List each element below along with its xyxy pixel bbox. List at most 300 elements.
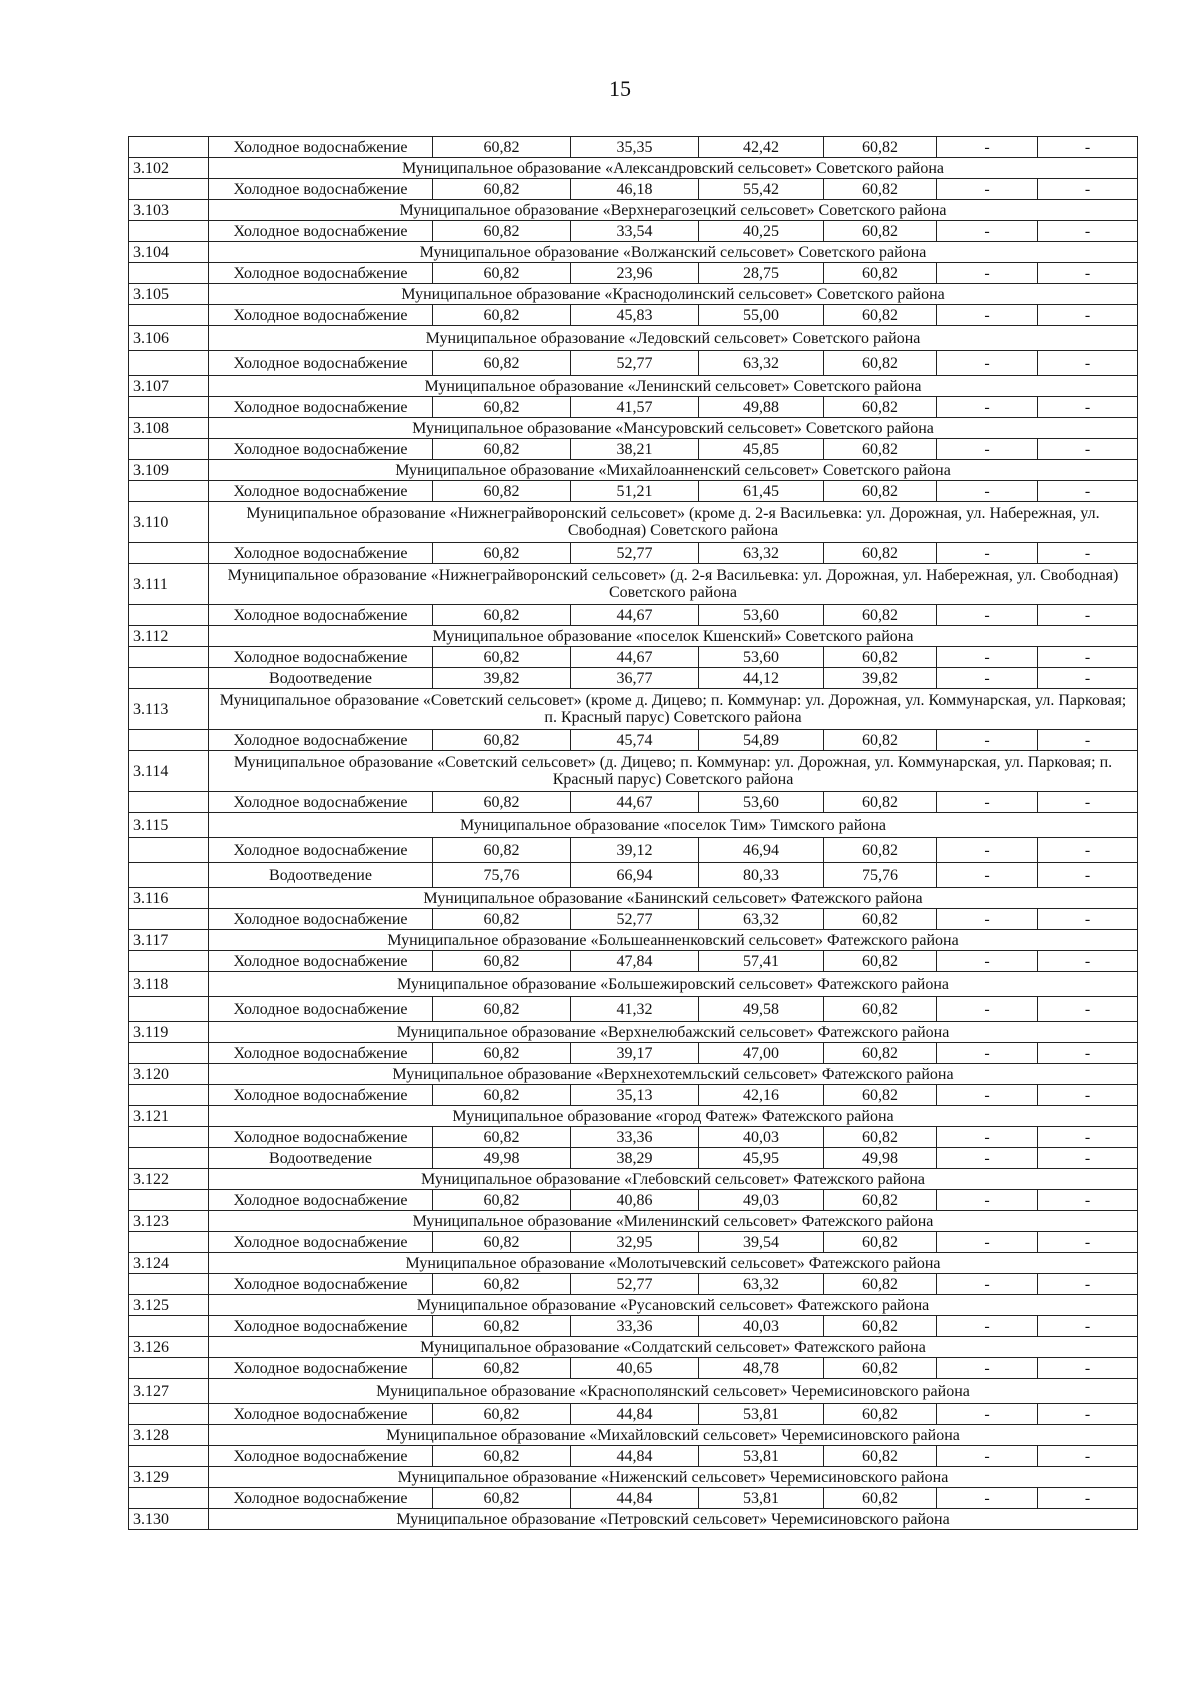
section-number: 3.105 [129, 284, 209, 305]
dash-cell: - [937, 1190, 1038, 1211]
service-name: Холодное водоснабжение [209, 792, 433, 813]
tariff-value: 60,82 [824, 1358, 937, 1379]
service-name: Холодное водоснабжение [209, 605, 433, 626]
service-row [129, 1043, 1138, 1064]
service-row [129, 137, 1138, 158]
service-row [129, 668, 1138, 689]
page-number: 15 [609, 76, 631, 101]
tariff-value: 45,85 [699, 439, 824, 460]
dash-cell: - [937, 1043, 1038, 1064]
tariff-value: 60,82 [433, 1274, 571, 1295]
dash-cell: - [937, 543, 1038, 564]
dash-cell: - [937, 1488, 1038, 1509]
municipality-title: Муниципальное образование «поселок Тим» Тимского района [209, 813, 1138, 838]
dash-cell: - [1038, 1488, 1138, 1509]
section-number: 3.104 [129, 242, 209, 263]
tariff-value: 63,32 [699, 909, 824, 930]
tariff-value: 60,82 [433, 997, 571, 1022]
tariff-value: 63,32 [699, 1274, 824, 1295]
municipality-title: Муниципальное образование «Советский сельсовет» (д. Дицево; п. Коммунар: ул. Дорожная, ул. Коммунарская, ул. Парковая; п. Красный парус) Советского района [209, 751, 1138, 792]
section-number: 3.114 [129, 751, 209, 792]
tariff-value: 44,84 [571, 1446, 699, 1467]
dash-cell: - [937, 221, 1038, 242]
dash-cell: - [937, 1127, 1038, 1148]
service-name: Холодное водоснабжение [209, 997, 433, 1022]
tariff-value: 33,36 [571, 1127, 699, 1148]
dash-cell: - [937, 1358, 1038, 1379]
service-name: Холодное водоснабжение [209, 1127, 433, 1148]
tariff-value: 60,82 [433, 397, 571, 418]
tariff-value: 42,16 [699, 1085, 824, 1106]
tariff-value: 53,81 [699, 1404, 824, 1425]
tariff-value: 60,82 [824, 439, 937, 460]
tariff-value: 60,82 [433, 179, 571, 200]
municipality-row [129, 1509, 1138, 1530]
service-row [129, 439, 1138, 460]
tariff-value: 53,60 [699, 792, 824, 813]
tariff-value: 60,82 [824, 221, 937, 242]
municipality-row [129, 564, 1138, 605]
tariff-value: 47,00 [699, 1043, 824, 1064]
tariff-value: 53,81 [699, 1446, 824, 1467]
dash-cell: - [937, 605, 1038, 626]
municipality-title: Муниципальное образование «Молотычевский сельсовет» Фатежского района [209, 1253, 1138, 1274]
service-row [129, 1085, 1138, 1106]
tariff-value: 60,82 [824, 730, 937, 751]
tariff-value: 38,29 [571, 1148, 699, 1169]
section-number: 3.127 [129, 1379, 209, 1404]
tariff-value: 49,98 [824, 1148, 937, 1169]
municipality-title: Муниципальное образование «Петровский сельсовет» Черемисиновского района [209, 1509, 1138, 1530]
service-name: Холодное водоснабжение [209, 351, 433, 376]
tariff-value: 60,82 [824, 1190, 937, 1211]
tariff-value: 36,77 [571, 668, 699, 689]
row-number-cell [129, 1148, 209, 1169]
section-number: 3.125 [129, 1295, 209, 1316]
tariff-value: 44,67 [571, 605, 699, 626]
municipality-row [129, 1064, 1138, 1085]
tariff-value: 60,82 [433, 730, 571, 751]
dash-cell: - [1038, 397, 1138, 418]
municipality-title: Муниципальное образование «Нижнеграйворонский сельсовет» (кроме д. 2-я Васильевка: ул. Дорожная, ул. Набережная, ул. Свободная) Советского района [209, 502, 1138, 543]
tariff-value: 38,21 [571, 439, 699, 460]
tariff-value: 52,77 [571, 543, 699, 564]
tariff-value: 60,82 [433, 838, 571, 863]
tariff-value: 52,77 [571, 1274, 699, 1295]
dash-cell: - [937, 647, 1038, 668]
tariff-value: 60,82 [433, 1488, 571, 1509]
section-number: 3.116 [129, 888, 209, 909]
tariff-value: 44,67 [571, 647, 699, 668]
tariff-value: 44,67 [571, 792, 699, 813]
tariff-value: 35,35 [571, 137, 699, 158]
tariff-value: 60,82 [433, 647, 571, 668]
tariff-value: 63,32 [699, 351, 824, 376]
municipality-title: Муниципальное образование «Русановский сельсовет» Фатежского района [209, 1295, 1138, 1316]
tariff-value: 60,82 [824, 305, 937, 326]
municipality-row [129, 158, 1138, 179]
dash-cell: - [937, 1085, 1038, 1106]
dash-cell: - [937, 1446, 1038, 1467]
dash-cell: - [1038, 221, 1138, 242]
municipality-row [129, 460, 1138, 481]
service-row [129, 397, 1138, 418]
dash-cell: - [937, 1148, 1038, 1169]
tariff-value: 60,82 [824, 792, 937, 813]
dash-cell: - [1038, 1190, 1138, 1211]
tariff-value: 46,18 [571, 179, 699, 200]
municipality-title: Муниципальное образование «Верхнехотемльский сельсовет» Фатежского района [209, 1064, 1138, 1085]
section-number: 3.102 [129, 158, 209, 179]
service-row [129, 1358, 1138, 1379]
tariff-value: 52,77 [571, 909, 699, 930]
service-row [129, 351, 1138, 376]
tariff-value: 44,84 [571, 1488, 699, 1509]
tariff-value: 33,36 [571, 1316, 699, 1337]
dash-cell: - [937, 351, 1038, 376]
service-row [129, 1190, 1138, 1211]
dash-cell: - [937, 263, 1038, 284]
municipality-row [129, 1253, 1138, 1274]
municipality-title: Муниципальное образование «поселок Кшенский» Советского района [209, 626, 1138, 647]
tariff-value: 60,82 [824, 605, 937, 626]
dash-cell: - [937, 863, 1038, 888]
tariff-value: 60,82 [433, 1085, 571, 1106]
dash-cell: - [937, 137, 1038, 158]
dash-cell: - [937, 909, 1038, 930]
row-number-cell [129, 263, 209, 284]
tariff-value: 60,82 [433, 439, 571, 460]
municipality-title: Муниципальное образование «Солдатский сельсовет» Фатежского района [209, 1337, 1138, 1358]
row-number-cell [129, 838, 209, 863]
tariff-value: 60,82 [433, 1127, 571, 1148]
section-number: 3.121 [129, 1106, 209, 1127]
row-number-cell [129, 1274, 209, 1295]
tariff-value: 60,82 [824, 997, 937, 1022]
tariff-value: 61,45 [699, 481, 824, 502]
municipality-title: Муниципальное образование «Михайловский сельсовет» Черемисиновского района [209, 1425, 1138, 1446]
row-number-cell [129, 1043, 209, 1064]
tariff-value: 40,86 [571, 1190, 699, 1211]
service-name: Холодное водоснабжение [209, 909, 433, 930]
municipality-title: Муниципальное образование «Большеанненковский сельсовет» Фатежского района [209, 930, 1138, 951]
dash-cell: - [1038, 305, 1138, 326]
service-row [129, 1127, 1138, 1148]
row-number-cell [129, 1446, 209, 1467]
dash-cell: - [937, 997, 1038, 1022]
service-name: Холодное водоснабжение [209, 951, 433, 972]
row-number-cell [129, 909, 209, 930]
row-number-cell [129, 997, 209, 1022]
municipality-title: Муниципальное образование «Ленинский сельсовет» Советского района [209, 376, 1138, 397]
row-number-cell [129, 397, 209, 418]
tariff-value: 53,81 [699, 1488, 824, 1509]
dash-cell: - [937, 838, 1038, 863]
tariff-value: 60,82 [824, 838, 937, 863]
row-number-cell [129, 1085, 209, 1106]
dash-cell: - [1038, 1358, 1138, 1379]
tariff-value: 60,82 [824, 1085, 937, 1106]
tariff-value: 60,82 [433, 605, 571, 626]
tariff-value: 55,00 [699, 305, 824, 326]
tariff-value: 45,74 [571, 730, 699, 751]
dash-cell: - [937, 305, 1038, 326]
dash-cell: - [937, 792, 1038, 813]
row-number-cell [129, 730, 209, 751]
section-number: 3.110 [129, 502, 209, 543]
tariff-value: 63,32 [699, 543, 824, 564]
municipality-row [129, 242, 1138, 263]
section-number: 3.130 [129, 1509, 209, 1530]
tariff-value: 49,98 [433, 1148, 571, 1169]
tariff-value: 53,60 [699, 605, 824, 626]
tariff-value: 60,82 [433, 1316, 571, 1337]
service-row [129, 305, 1138, 326]
row-number-cell [129, 647, 209, 668]
tariff-value: 39,54 [699, 1232, 824, 1253]
tariff-value: 39,82 [824, 668, 937, 689]
municipality-title: Муниципальное образование «Верхнерагозецкий сельсовет» Советского района [209, 200, 1138, 221]
tariff-value: 39,12 [571, 838, 699, 863]
tariff-value: 60,82 [433, 481, 571, 502]
tariff-value: 28,75 [699, 263, 824, 284]
service-name: Холодное водоснабжение [209, 179, 433, 200]
section-number: 3.103 [129, 200, 209, 221]
tariff-value: 60,82 [433, 1404, 571, 1425]
tariff-value: 60,82 [433, 137, 571, 158]
dash-cell: - [1038, 838, 1138, 863]
dash-cell: - [1038, 1274, 1138, 1295]
row-number-cell [129, 605, 209, 626]
tariff-value: 60,82 [824, 263, 937, 284]
municipality-row [129, 418, 1138, 439]
service-row [129, 997, 1138, 1022]
municipality-title: Муниципальное образование «Ледовский сельсовет» Советского района [209, 326, 1138, 351]
section-number: 3.129 [129, 1467, 209, 1488]
municipality-row [129, 284, 1138, 305]
service-row [129, 1148, 1138, 1169]
municipality-row [129, 972, 1138, 997]
row-number-cell [129, 1358, 209, 1379]
tariff-value: 49,03 [699, 1190, 824, 1211]
tariff-value: 80,33 [699, 863, 824, 888]
service-name: Холодное водоснабжение [209, 397, 433, 418]
section-number: 3.112 [129, 626, 209, 647]
service-row [129, 1446, 1138, 1467]
tariff-value: 48,78 [699, 1358, 824, 1379]
section-number: 3.119 [129, 1022, 209, 1043]
tariff-value: 60,82 [824, 1274, 937, 1295]
dash-cell: - [1038, 263, 1138, 284]
service-name: Холодное водоснабжение [209, 221, 433, 242]
tariff-value: 60,82 [433, 792, 571, 813]
row-number-cell [129, 668, 209, 689]
service-row [129, 221, 1138, 242]
service-name: Холодное водоснабжение [209, 1446, 433, 1467]
dash-cell: - [1038, 137, 1138, 158]
municipality-title: Муниципальное образование «Советский сельсовет» (кроме д. Дицево; п. Коммунар: ул. Дорожная, ул. Коммунарская, ул. Парковая; п. Красный парус) Советского района [209, 689, 1138, 730]
service-row [129, 863, 1138, 888]
municipality-title: Муниципальное образование «Большежировский сельсовет» Фатежского района [209, 972, 1138, 997]
municipality-row [129, 326, 1138, 351]
service-name: Холодное водоснабжение [209, 1043, 433, 1064]
tariff-value: 60,82 [824, 1127, 937, 1148]
section-number: 3.126 [129, 1337, 209, 1358]
service-name: Холодное водоснабжение [209, 137, 433, 158]
dash-cell: - [937, 730, 1038, 751]
dash-cell: - [937, 1274, 1038, 1295]
service-row [129, 481, 1138, 502]
section-number: 3.108 [129, 418, 209, 439]
tariff-value: 40,03 [699, 1316, 824, 1337]
tariff-value: 60,82 [433, 263, 571, 284]
row-number-cell [129, 351, 209, 376]
row-number-cell [129, 1488, 209, 1509]
service-name: Холодное водоснабжение [209, 439, 433, 460]
section-number: 3.115 [129, 813, 209, 838]
service-name: Водоотведение [209, 863, 433, 888]
service-name: Холодное водоснабжение [209, 1358, 433, 1379]
service-row [129, 1488, 1138, 1509]
municipality-row [129, 626, 1138, 647]
municipality-row [129, 200, 1138, 221]
tariff-value: 60,82 [824, 1488, 937, 1509]
section-number: 3.123 [129, 1211, 209, 1232]
tariff-value: 60,82 [824, 909, 937, 930]
tariff-value: 60,82 [824, 351, 937, 376]
municipality-row [129, 1337, 1138, 1358]
tariff-value: 39,17 [571, 1043, 699, 1064]
service-name: Холодное водоснабжение [209, 1488, 433, 1509]
dash-cell: - [1038, 997, 1138, 1022]
section-number: 3.113 [129, 689, 209, 730]
section-number: 3.109 [129, 460, 209, 481]
tariff-value: 23,96 [571, 263, 699, 284]
tariff-value: 60,82 [433, 543, 571, 564]
municipality-title: Муниципальное образование «Верхнелюбажский сельсовет» Фатежского района [209, 1022, 1138, 1043]
tariff-value: 60,82 [824, 1316, 937, 1337]
dash-cell: - [1038, 1316, 1138, 1337]
service-name: Холодное водоснабжение [209, 1274, 433, 1295]
tariff-value: 32,95 [571, 1232, 699, 1253]
tariff-value: 47,84 [571, 951, 699, 972]
tariff-value: 75,76 [824, 863, 937, 888]
row-number-cell [129, 1404, 209, 1425]
row-number-cell [129, 1316, 209, 1337]
tariff-value: 60,82 [824, 137, 937, 158]
row-number-cell [129, 1232, 209, 1253]
service-name: Холодное водоснабжение [209, 1085, 433, 1106]
municipality-row [129, 1169, 1138, 1190]
service-name: Холодное водоснабжение [209, 543, 433, 564]
tariff-value: 35,13 [571, 1085, 699, 1106]
tariff-value: 60,82 [433, 351, 571, 376]
tariff-table-body [129, 137, 1138, 1530]
municipality-row [129, 1425, 1138, 1446]
service-name: Водоотведение [209, 1148, 433, 1169]
tariff-value: 52,77 [571, 351, 699, 376]
section-number: 3.111 [129, 564, 209, 605]
tariff-value: 60,82 [433, 1232, 571, 1253]
tariff-value: 40,65 [571, 1358, 699, 1379]
dash-cell: - [1038, 1232, 1138, 1253]
service-row [129, 951, 1138, 972]
section-number: 3.128 [129, 1425, 209, 1446]
row-number-cell [129, 439, 209, 460]
tariff-table [128, 136, 1138, 1530]
tariff-value: 54,89 [699, 730, 824, 751]
dash-cell: - [1038, 481, 1138, 502]
municipality-title: Муниципальное образование «Мансуровский сельсовет» Советского района [209, 418, 1138, 439]
tariff-value: 33,54 [571, 221, 699, 242]
municipality-title: Муниципальное образование «Глебовский сельсовет» Фатежского района [209, 1169, 1138, 1190]
section-number: 3.118 [129, 972, 209, 997]
municipality-row [129, 502, 1138, 543]
dash-cell: - [937, 1316, 1038, 1337]
municipality-row [129, 888, 1138, 909]
dash-cell: - [1038, 792, 1138, 813]
tariff-value: 60,82 [824, 543, 937, 564]
tariff-value: 44,84 [571, 1404, 699, 1425]
dash-cell: - [937, 397, 1038, 418]
tariff-value: 39,82 [433, 668, 571, 689]
service-row [129, 543, 1138, 564]
tariff-value: 49,88 [699, 397, 824, 418]
service-row [129, 647, 1138, 668]
municipality-row [129, 376, 1138, 397]
municipality-title: Муниципальное образование «город Фатеж» Фатежского района [209, 1106, 1138, 1127]
service-row [129, 1274, 1138, 1295]
dash-cell: - [937, 439, 1038, 460]
row-number-cell [129, 179, 209, 200]
section-number: 3.122 [129, 1169, 209, 1190]
service-name: Холодное водоснабжение [209, 1404, 433, 1425]
tariff-value: 60,82 [433, 1190, 571, 1211]
service-row [129, 1316, 1138, 1337]
dash-cell: - [937, 1232, 1038, 1253]
tariff-value: 60,82 [433, 1043, 571, 1064]
tariff-value: 57,41 [699, 951, 824, 972]
service-row [129, 909, 1138, 930]
row-number-cell [129, 951, 209, 972]
tariff-value: 60,82 [824, 179, 937, 200]
tariff-value: 41,32 [571, 997, 699, 1022]
service-name: Холодное водоснабжение [209, 481, 433, 502]
service-row [129, 730, 1138, 751]
row-number-cell [129, 1127, 209, 1148]
municipality-row [129, 1106, 1138, 1127]
tariff-value: 42,42 [699, 137, 824, 158]
dash-cell: - [1038, 179, 1138, 200]
row-number-cell [129, 1190, 209, 1211]
tariff-value: 53,60 [699, 647, 824, 668]
dash-cell: - [937, 1404, 1038, 1425]
dash-cell: - [1038, 351, 1138, 376]
service-name: Холодное водоснабжение [209, 1232, 433, 1253]
service-row [129, 1404, 1138, 1425]
dash-cell: - [1038, 1148, 1138, 1169]
tariff-value: 45,83 [571, 305, 699, 326]
section-number: 3.124 [129, 1253, 209, 1274]
row-number-cell [129, 481, 209, 502]
tariff-value: 60,82 [824, 397, 937, 418]
dash-cell: - [1038, 1446, 1138, 1467]
municipality-row [129, 1295, 1138, 1316]
municipality-title: Муниципальное образование «Ниженский сельсовет» Черемисиновского района [209, 1467, 1138, 1488]
section-number: 3.106 [129, 326, 209, 351]
service-name: Холодное водоснабжение [209, 1190, 433, 1211]
municipality-row [129, 1379, 1138, 1404]
